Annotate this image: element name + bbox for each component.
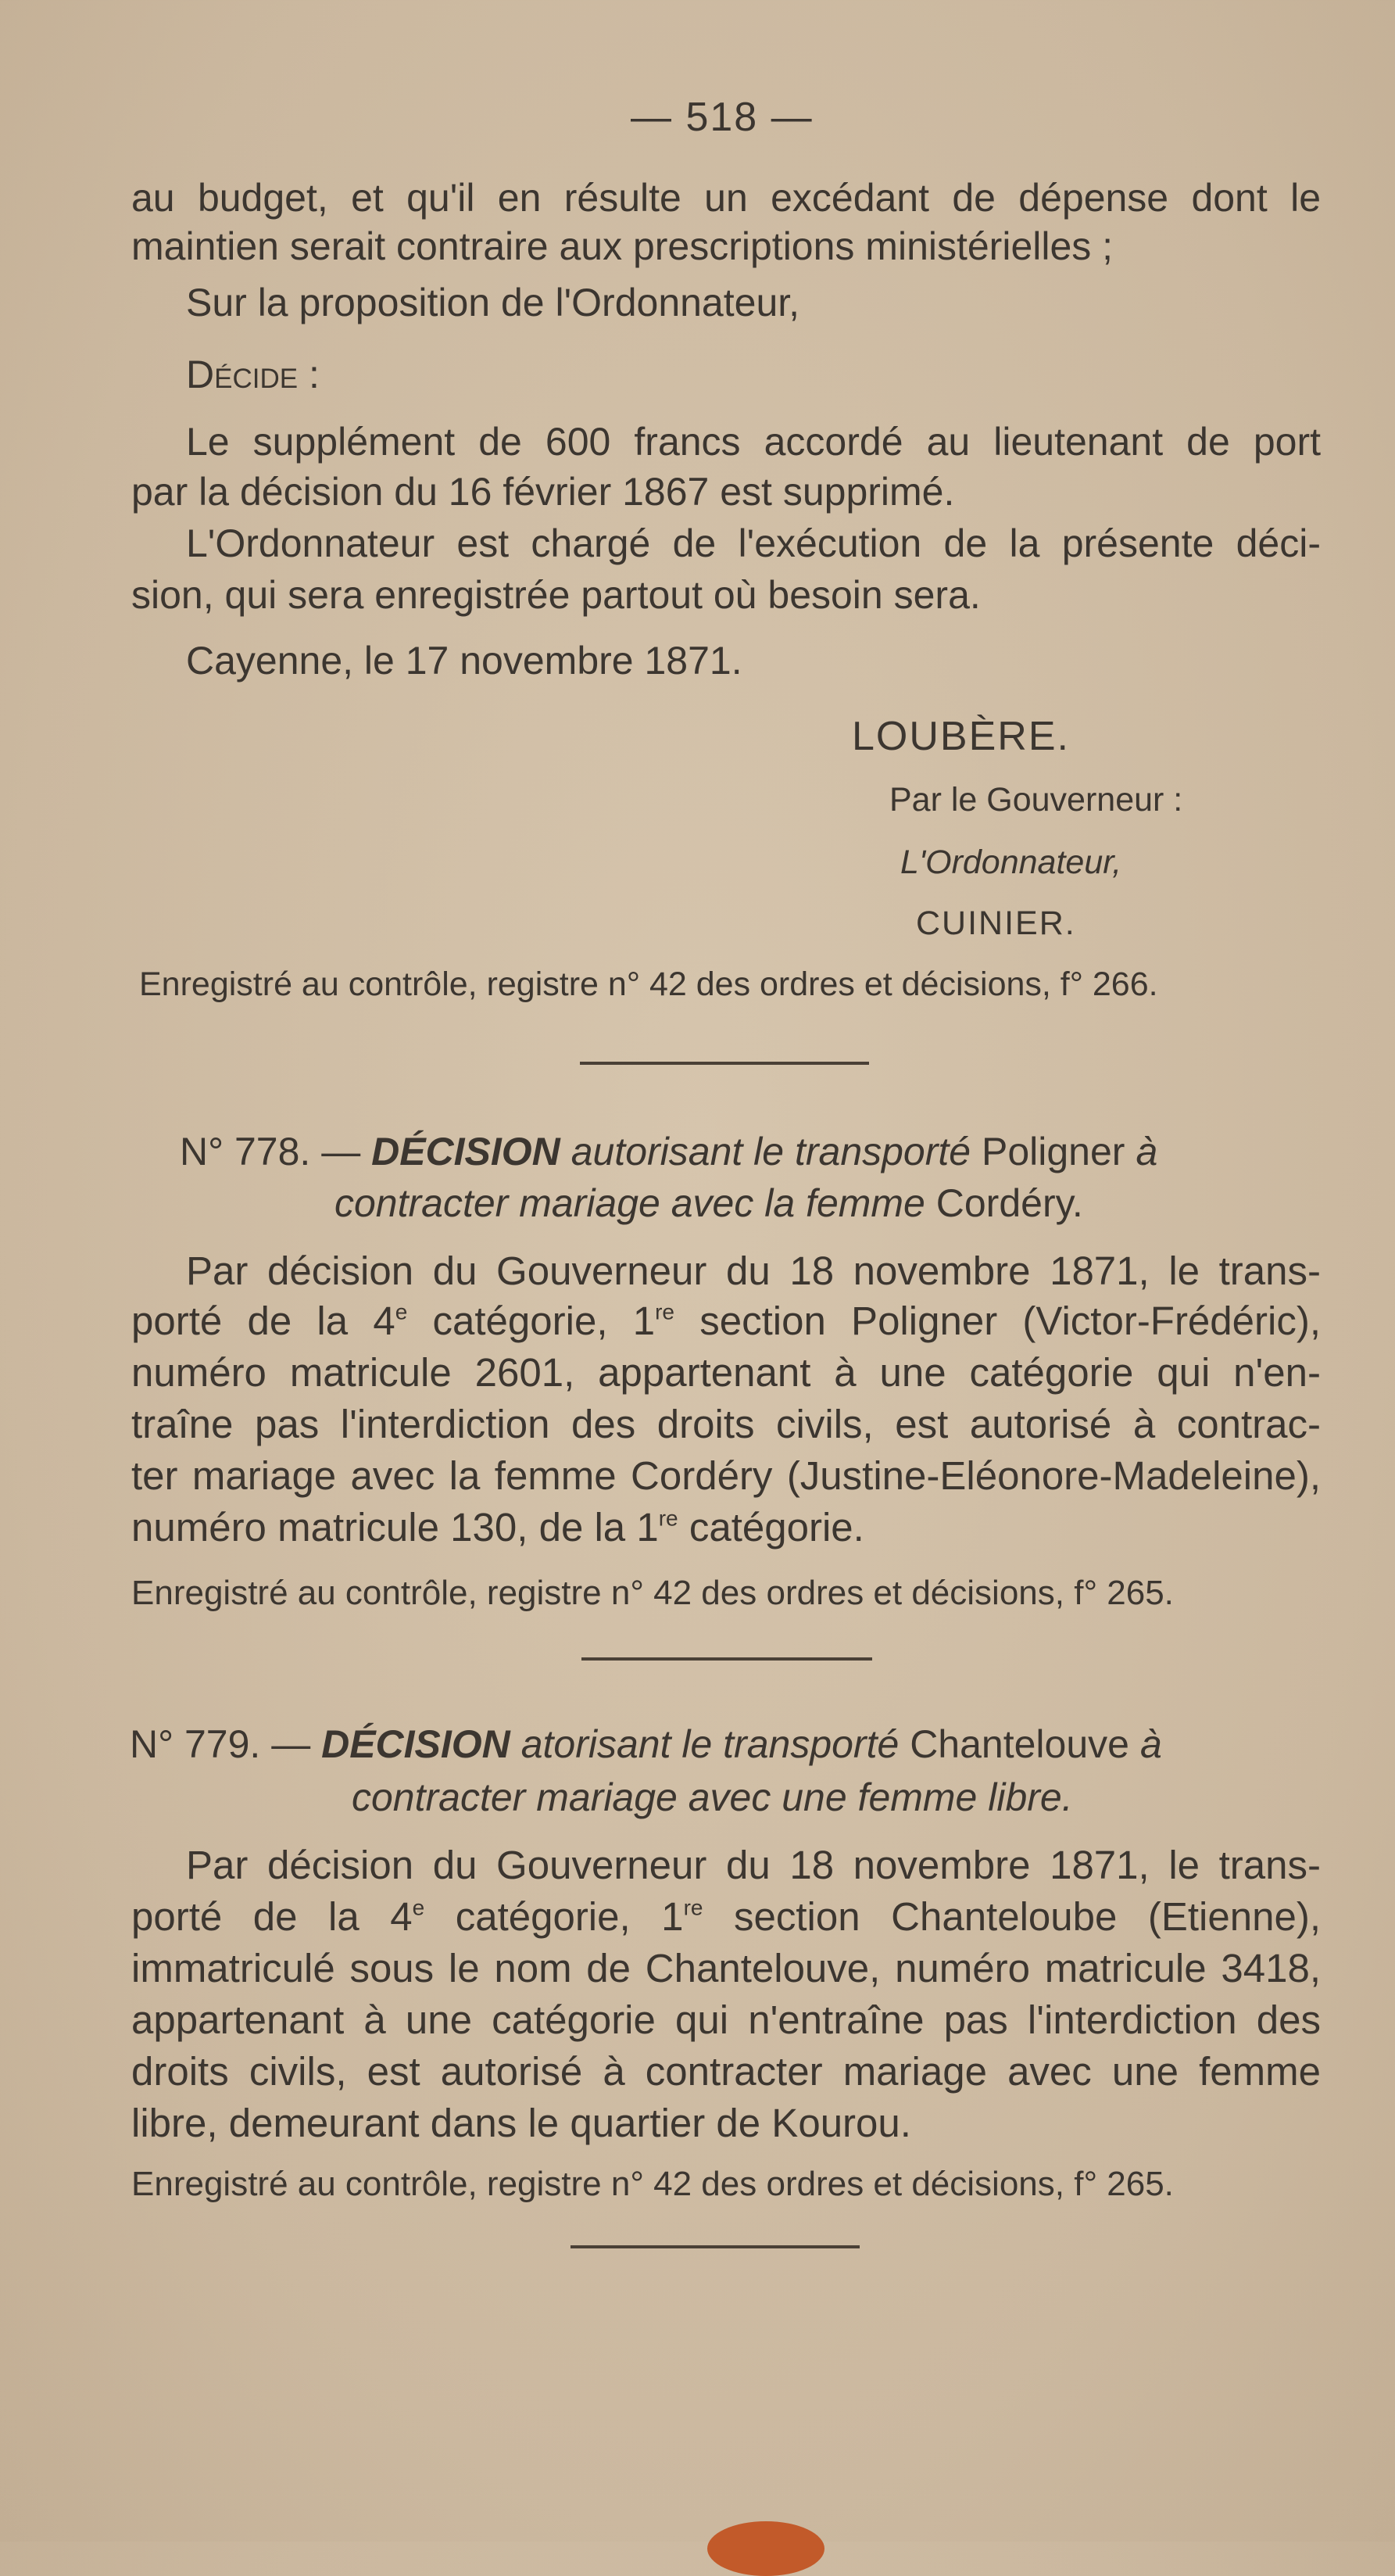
body-fragment: section Poligner (Victor-Frédéric),: [674, 1299, 1321, 1343]
body-line: L'Ordonnateur est chargé de l'exécution de la présente déci-: [186, 521, 1321, 565]
signature-ordonnateur-title: L'Ordonnateur,: [900, 844, 1122, 881]
decide-colon: :: [298, 353, 320, 396]
body-fragment: catégorie, 1: [407, 1299, 656, 1343]
heading-decision: DÉCISION: [321, 1722, 510, 1766]
page-number: — 518 —: [631, 95, 814, 140]
separator-rule: [580, 1062, 869, 1065]
body-line: Sur la proposition de l'Ordonnateur,: [186, 281, 800, 324]
body-line: Par décision du Gouverneur du 18 novembre 1871, le trans-: [186, 1249, 1321, 1293]
place-date: Cayenne, le 17 novembre 1871.: [186, 639, 742, 683]
body-line: au budget, et qu'il en résulte un excédant de dépense dont le: [131, 176, 1321, 220]
superscript: e: [412, 1895, 425, 1920]
decide-heading: [186, 355, 320, 394]
registration-note: Enregistré au contrôle, registre n° 42 des ordres et décisions, f° 265.: [131, 1574, 1174, 1612]
registration-note: Enregistré au contrôle, registre n° 42 des ordres et décisions, f° 265.: [131, 2165, 1174, 2203]
heading-name: Poligner: [981, 1130, 1125, 1173]
decision-heading-778: [180, 1132, 1157, 1171]
body-line: numéro matricule 2601, appartenant à une catégorie qui n'en-: [131, 1350, 1321, 1395]
body-line: appartenant à une catégorie qui n'entraîne pas l'interdiction des: [131, 1997, 1321, 2042]
decide-label: Décide: [186, 353, 299, 396]
body-line: droits civils, est autorisé à contracter mariage avec une femme: [131, 2049, 1321, 2094]
body-fragment: catégorie, 1: [424, 1894, 684, 1939]
body-fragment: porté de la 4: [131, 1894, 413, 1939]
decision-heading-779: [130, 1722, 1162, 1766]
body-fragment: numéro matricule 130, de la 1: [131, 1505, 659, 1550]
body-line: par la décision du 16 février 1867 est supprimé.: [131, 470, 955, 514]
superscript: re: [655, 1299, 675, 1324]
heading-name: Cordéry.: [935, 1181, 1083, 1225]
body-line: [131, 1505, 864, 1550]
body-fragment: section Chanteloube (Etienne),: [703, 1894, 1321, 1939]
body-fragment: porté de la 4: [131, 1299, 395, 1343]
separator-rule: [581, 1657, 872, 1661]
heading-a: à: [1125, 1130, 1158, 1173]
superscript: re: [683, 1895, 703, 1920]
signature-par-le-gouverneur: Par le Gouverneur :: [889, 781, 1183, 819]
signature-cuinier: CUINIER.: [916, 905, 1076, 942]
body-line: [131, 1894, 1321, 1939]
superscript: e: [395, 1299, 408, 1324]
superscript: re: [658, 1506, 678, 1531]
body-line: Par décision du Gouverneur du 18 novembre 1871, le trans-: [186, 1843, 1321, 1887]
body-line: sion, qui sera enregistrée partout où besoin sera.: [131, 573, 981, 617]
body-line: libre, demeurant dans le quartier de Kourou.: [131, 2101, 911, 2145]
body-fragment: catégorie.: [678, 1505, 864, 1550]
body-line: ter mariage avec la femme Cordéry (Justine-Eléonore-Madeleine),: [131, 1453, 1321, 1498]
body-line: immatriculé sous le nom de Chantelouve, numéro matricule 3418,: [131, 1946, 1321, 1990]
heading-decision: DÉCISION: [371, 1130, 560, 1173]
signature-name: LOUBÈRE.: [852, 714, 1070, 759]
body-line: Le supplément de 600 francs accordé au lieutenant de port: [186, 420, 1321, 464]
heading-text: autorisant le transporté: [560, 1130, 982, 1173]
heading-a: à: [1129, 1722, 1162, 1766]
decision-heading-778-line2: [334, 1181, 1083, 1225]
heading-text: atorisant le transporté: [510, 1722, 910, 1766]
body-line: traîne pas l'interdiction des droits civils, est autorisé à contrac-: [131, 1402, 1321, 1446]
heading-text: contracter mariage avec la femme: [334, 1181, 936, 1225]
body-line: maintien serait contraire aux prescriptions ministérielles ;: [131, 224, 1114, 268]
heading-name: Chantelouve: [910, 1722, 1129, 1766]
body-line: [131, 1301, 1321, 1341]
red-mark-stain: [707, 2521, 824, 2576]
heading-number: N° 779. —: [130, 1722, 322, 1766]
separator-rule: [571, 2245, 860, 2248]
decision-heading-779-line2: contracter mariage avec une femme libre.: [352, 1775, 1073, 1819]
heading-number: N° 778. —: [180, 1130, 372, 1173]
registration-note: Enregistré au contrôle, registre n° 42 des ordres et décisions, f° 266.: [139, 966, 1158, 1003]
